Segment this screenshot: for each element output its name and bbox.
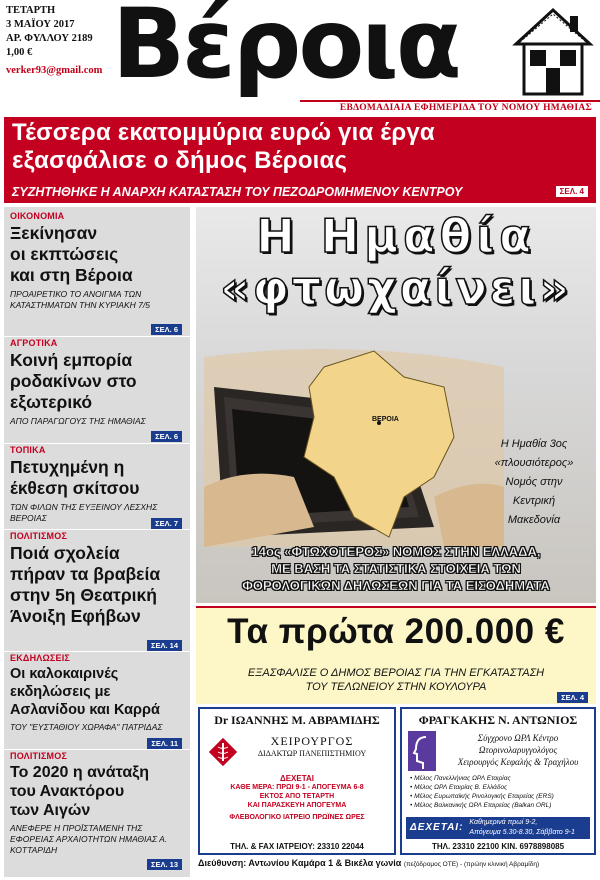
contact-email[interactable]: verker93@gmail.com	[6, 65, 103, 76]
section-label: ΤΟΠΙΚΑ	[10, 445, 46, 455]
doctor-phone[interactable]: ΤΗΛ. & FAX ΙΑΤΡΕΙΟΥ: 23310 22044	[230, 842, 364, 851]
issue-day: ΤΕΤΑΡΤΗ	[6, 5, 56, 16]
hours-box: ΔΕΧΕΤΑΙ: Καθημερινά πρωί 9-2, Απόγευμα 5.30-8.30, Σάββατο 9-1	[406, 817, 590, 839]
news-item[interactable]	[4, 338, 190, 427]
lead-subtitle: ΣΥΖΗΤΗΘΗΚΕ Η ΑΝΑΡΧΗ ΚΑΤΑΣΤΑΣΗ ΤΟΥ ΠΕΖΟΔΡΟΜΗΜΕΝΟΥ ΚΕΝΤΡΟΥ	[12, 185, 463, 199]
doctor-phone[interactable]: ΤΗΛ. 23310 22100 ΚΙΝ. 6978898085	[431, 842, 565, 851]
divider	[4, 336, 190, 337]
section-label: ΠΟΛΙΤΙΣΜΟΣ	[10, 751, 68, 761]
section-label: ΠΟΛΙΤΙΣΜΟΣ	[10, 531, 68, 541]
newspaper-logo	[112, 2, 512, 98]
hero-title-line1: Η Ημαθία	[256, 209, 536, 263]
page-ref: ΣΕΛ. 14	[147, 640, 182, 651]
issue-info	[6, 4, 102, 78]
money-story[interactable]	[196, 606, 596, 704]
section-label: ΕΚΔΗΛΩΣΕΙΣ	[10, 653, 70, 663]
news-headline: Οι καλοκαιρινές εκδηλώσεις με Ασλανίδου και Καρρά	[10, 666, 160, 718]
issue-number: ΑΡ. ΦΥΛΛΟΥ 2189	[6, 33, 93, 44]
news-item[interactable]	[4, 751, 190, 856]
doctor-degree: ΔΙΔΑΚΤΩΡ ΠΑΝΕΠΙΣΤΗΜΙΟΥ	[257, 749, 367, 758]
news-headline: Πετυχημένη η έκθεση σκίτσου	[10, 457, 140, 498]
doctor-ad-avramidis[interactable]	[198, 707, 396, 855]
hours-title: ΔΕΧΕΤΑΙ	[279, 774, 315, 783]
news-subtitle: ΤΩΝ ΦΙΛΩΝ ΤΗΣ ΕΥΞΕΙΝΟΥ ΛΕΣΧΗΣ ΒΕΡΟΙΑΣ	[10, 502, 158, 523]
news-subtitle: ΤΟΥ "ΕΥΣΤΑΘΙΟΥ ΧΩΡΑΦΑ" ΠΑΤΡΙΔΑΣ	[10, 722, 163, 732]
hero-title-line2: «φτωχαίνει»	[220, 261, 572, 315]
lead-banner[interactable]	[4, 117, 596, 203]
doctor-name: Dr ΙΩΑΝΝΗΣ Μ. ΑΒΡΑΜΙΔΗΣ	[214, 713, 380, 727]
page-ref: ΣΕΛ. 11	[147, 738, 182, 749]
divider	[4, 443, 190, 444]
news-item[interactable]	[4, 445, 190, 524]
ent-head-icon	[408, 731, 436, 771]
hero-caption: Η Ημαθία 3ος «πλουσιότερος» Νομός στην Κεντρική Μακεδονία	[494, 438, 574, 526]
page-ref: ΣΕΛ. 6	[151, 431, 182, 442]
lead-page-ref: ΣΕΛ. 4	[556, 186, 588, 197]
issue-date: 3 ΜΑΪΟΥ 2017	[6, 19, 75, 30]
doctor-ad-fragkakis[interactable]	[400, 707, 596, 855]
masthead-rule	[300, 100, 600, 102]
news-headline: Ποιά σχολεία πήραν τα βραβεία στην 5η Θεατρική Άνοιξη Εφήβων	[10, 543, 161, 626]
page-ref: ΣΕΛ. 7	[151, 518, 182, 529]
news-headline: Ξεκίνησαν οι εκπτώσεις και στη Βέροια	[10, 223, 133, 285]
divider	[4, 651, 190, 652]
lead-headline-line1: Τέσσερα εκατομμύρια ευρώ για έργα	[12, 119, 435, 146]
page-ref: ΣΕΛ. 13	[147, 859, 182, 870]
left-news-column	[4, 207, 190, 877]
news-item[interactable]	[4, 531, 190, 627]
news-headline: Κοινή εμπορία ροδακίνων στο εξωτερικό	[10, 350, 137, 412]
doctor-name: ΦΡΑΓΚΑΚΗΣ Ν. ΑΝΤΩΝΙΟΣ	[418, 713, 578, 727]
page-ref: ΣΕΛ. 4	[557, 692, 588, 703]
clinic-note: ΦΛΕΒΟΛΟΓΙΚΟ ΙΑΤΡΕΙΟ ΠΡΩΪΝΕΣ ΩΡΕΣ	[229, 814, 365, 821]
lead-headline-line2: εξασφάλισε ο δήμος Βέροιας	[12, 147, 348, 174]
caduceus-icon	[208, 737, 238, 767]
wallet-map-illustration	[204, 327, 504, 547]
hours-text: ΚΑΘΕ ΜΕΡΑ: ΠΡΩΙ 9-1 - ΑΠΟΓΕΥΜΑ 6-8 ΕΚΤΟΣ ΑΠΟ ΤΕΤΑΡΤΗ ΚΑΙ ΠΑΡΑΣΚΕΥΗ ΑΠΟΓΕΥΜΑ	[230, 784, 364, 809]
news-subtitle: ΠΡΟΑΙΡΕΤΙΚΟ ΤΟ ΑΝΟΙΓΜΑ ΤΩΝ ΚΑΤΑΣΤΗΜΑΤΩΝ ΤΗΝ ΚΥΡΙΑΚΗ 7/5	[10, 289, 150, 310]
issue-price: 1,00 €	[6, 47, 33, 58]
memberships-list: • Μέλος Πανελλήνιας ΩΡΛ Εταιρίας • Μέλος ΩΡΛ Εταιρίας Β. Ελλάδος • Μέλος Ευρωπαϊκής Ρινολογικής Εταιρείας (ERS) • Μέλος Βαλκανικής ΩΡΛ Εταιρείας (Balkan ORL)	[410, 775, 554, 809]
news-item[interactable]	[4, 211, 190, 311]
section-label: ΑΓΡΟΤΙΚΑ	[10, 338, 58, 348]
divider	[4, 529, 190, 530]
news-headline: Το 2020 η ανάταξη του Ανακτόρου των Αιγών	[10, 764, 150, 819]
hero-subheadline: 14ος «ΦΤΩΧΟΤΕΡΟΣ» ΝΟΜΟΣ ΣΤΗΝ ΕΛΛΑΔΑ, ΜΕ ΒΑΣΗ ΤΑ ΣΤΑΤΙΣΤΙΚΑ ΣΤΟΙΧΕΙΑ ΤΩΝ ΦΟΡΟΛΟΓΙΚΩΝ ΔΗΛΩΣΕΩΝ ΓΙΑ ΤΑ ΕΙΣΟΔΗΜΑΤΑ	[242, 544, 550, 593]
ad-address: Διεύθυνση: Αντωνίου Καμάρα 1 & Βικέλα γωνία (πεζόδρομος ΟΤΕ) - (πρώην κλινική Αβραμίδη)	[198, 858, 540, 868]
doctor-specialty: Σύγχρονο ΩΡΛ Κέντρο Ωτορινολαρυγγολόγος Χειρουργός Κεφαλής & Τραχήλου	[457, 733, 579, 767]
divider	[4, 749, 190, 750]
masthead	[0, 0, 600, 115]
section-label: ΟΙΚΟΝΟΜΙΑ	[10, 211, 65, 221]
money-subtitle: ΕΞΑΣΦΑΛΙΣΕ Ο ΔΗΜΟΣ ΒΕΡΟΙΑΣ ΓΙΑ ΤΗΝ ΕΓΚΑΤΑΣΤΑΣΗ ΤΟΥ ΤΕΛΩΝΕΙΟΥ ΣΤΗΝ ΚΟΥΛΟΥΡΑ	[247, 667, 545, 693]
logo-text: Βέροια	[112, 0, 459, 100]
tagline: ΕΒΔΟΜΑΔΙΑΙΑ ΕΦΗΜΕΡΙΔΑ ΤΟΥ ΝΟΜΟΥ ΗΜΑΘΙΑΣ	[339, 103, 592, 113]
hero-story[interactable]	[196, 207, 596, 603]
hours-label: ΔΕΧΕΤΑΙ:	[410, 822, 464, 833]
doctor-specialty: ΧΕΙΡΟΥΡΓΟΣ	[270, 734, 354, 748]
house-icon	[510, 2, 596, 98]
news-subtitle: ΑΠΟ ΠΑΡΑΓΩΓΟΥΣ ΤΗΣ ΗΜΑΘΙΑΣ	[10, 416, 146, 426]
page-ref: ΣΕΛ. 6	[151, 324, 182, 335]
news-subtitle: ΑΝΕΦΕΡΕ Η ΠΡΟΪΣΤΑΜΕΝΗ ΤΗΣ ΕΦΟΡΕΙΑΣ ΑΡΧΑΙΟΤΗΤΩΝ ΗΜΑΘΙΑΣ Α. ΚΟΤΤΑΡΙΔΗ	[10, 823, 168, 855]
news-item[interactable]	[4, 653, 190, 733]
money-headline: Τα πρώτα 200.000 €	[227, 612, 565, 651]
map-city-label: ΒΕΡΟΙΑ	[372, 416, 399, 423]
